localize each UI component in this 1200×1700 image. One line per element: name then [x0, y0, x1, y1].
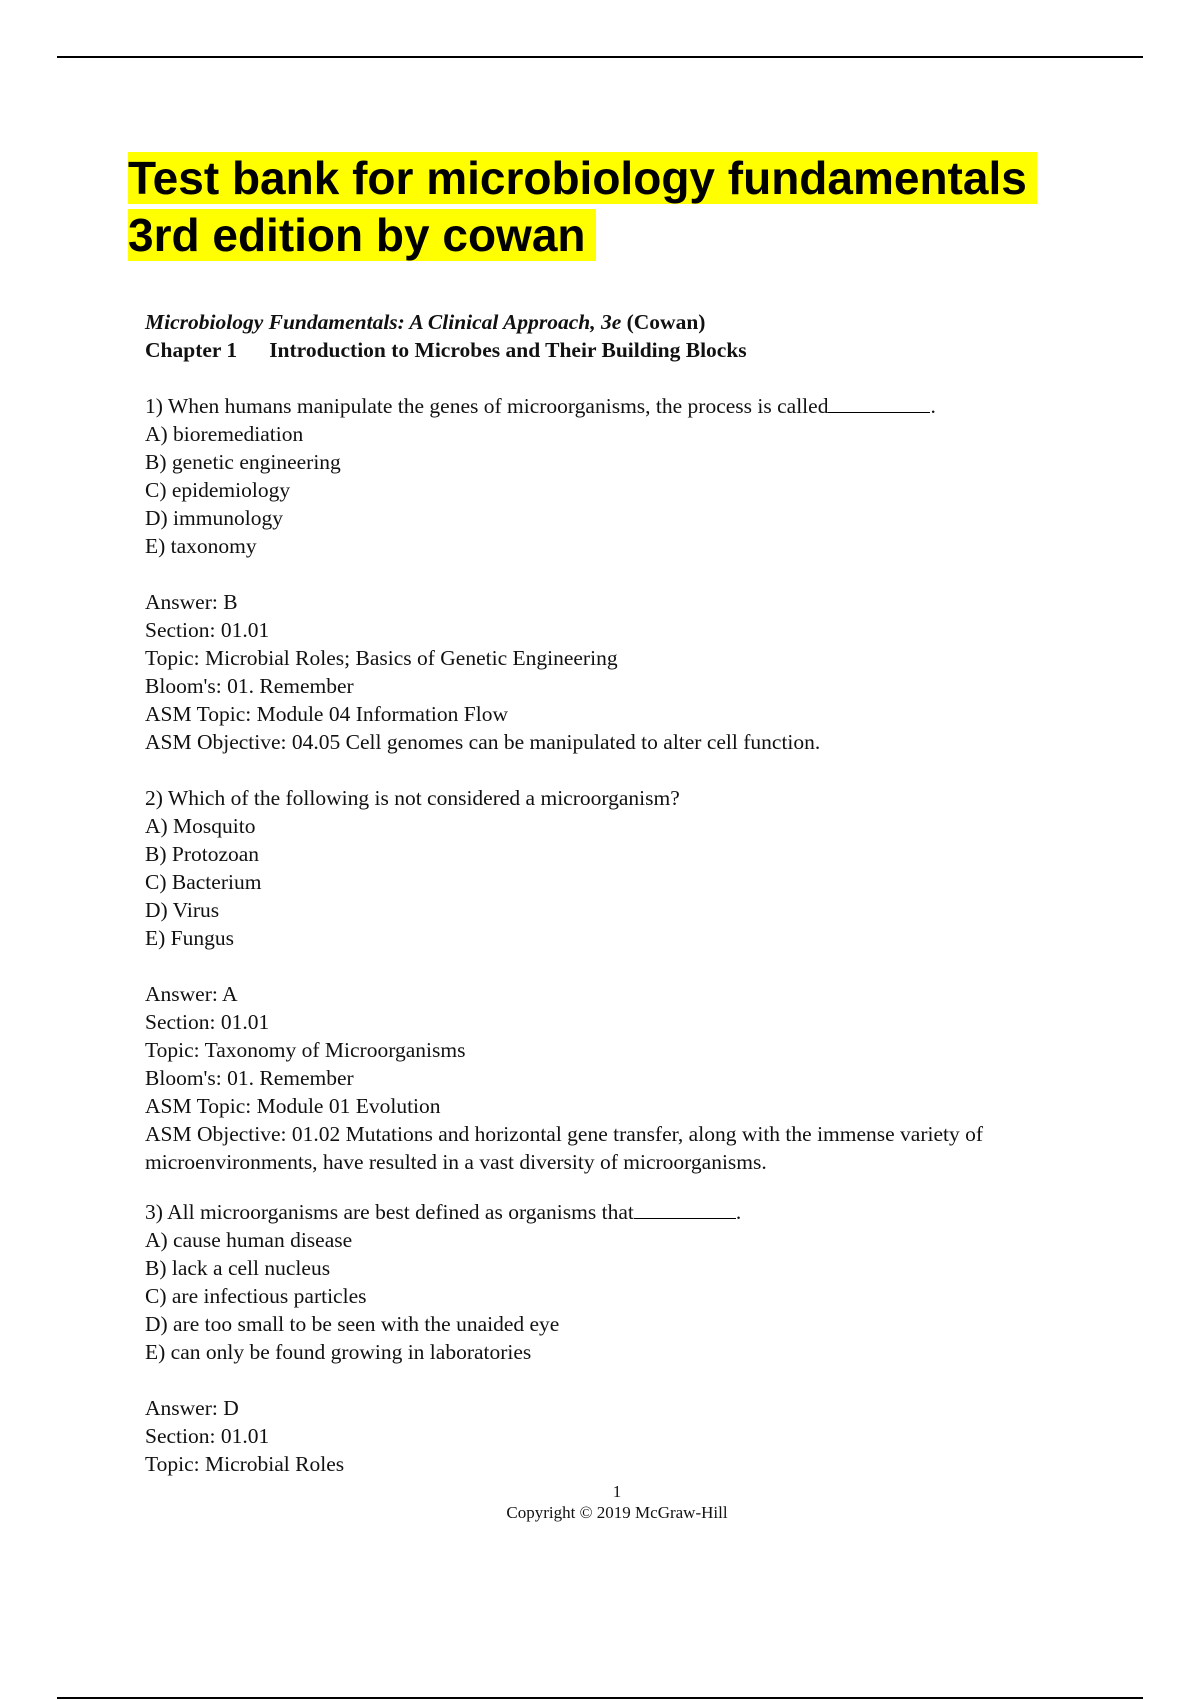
top-rule: [57, 56, 1143, 58]
question-2-blooms: Bloom's: 01. Remember: [145, 1066, 354, 1090]
question-1-asm-objective: ASM Objective: 04.05 Cell genomes can be manipulated to alter cell function.: [145, 730, 821, 754]
title-line-1: Test bank for microbiology fundamentals: [128, 152, 1037, 204]
question-3-option-c: C) are infectious particles: [145, 1284, 367, 1308]
page-number: 1: [612, 1482, 622, 1501]
question-2-option-b: B) Protozoan: [145, 842, 260, 866]
question-2-asm-topic: ASM Topic: Module 01 Evolution: [145, 1094, 441, 1118]
question-1-option-e: E) taxonomy: [145, 534, 257, 558]
question-2-option-c: C) Bacterium: [145, 870, 262, 894]
question-2-option-a: A) Mosquito: [145, 814, 256, 838]
book-header: [145, 308, 1105, 336]
answer-blank: [828, 396, 930, 413]
question-2-option-e: E) Fungus: [145, 926, 234, 950]
question-2-option-d: D) Virus: [145, 898, 220, 922]
bottom-rule: [57, 1697, 1143, 1699]
question-3-stem: 3) All microorganisms are best defined as organisms that .: [145, 1200, 742, 1224]
question-2-answer: Answer: A: [145, 982, 238, 1006]
title-line-2: 3rd edition by cowan: [128, 209, 596, 261]
question-1-option-c: C) epidemiology: [145, 478, 291, 502]
question-1-asm-topic: ASM Topic: Module 04 Information Flow: [145, 702, 508, 726]
question-1-option-b: B) genetic engineering: [145, 450, 341, 474]
book-title: Microbiology Fundamentals: A Clinical Approach, 3e: [145, 310, 622, 334]
chapter-title: Introduction to Microbes and Their Building Blocks: [269, 338, 747, 362]
question-3-option-b: B) lack a cell nucleus: [145, 1256, 331, 1280]
question-1-answer: Answer: B: [145, 590, 238, 614]
question-1-topic: Topic: Microbial Roles; Basics of Genetic Engineering: [145, 646, 618, 670]
question-1-section: Section: 01.01: [145, 618, 270, 642]
book-author: (Cowan): [626, 310, 706, 334]
document-title: [128, 150, 1088, 264]
question-3-section: Section: 01.01: [145, 1424, 270, 1448]
test-bank-content: [145, 308, 1105, 1478]
question-3-topic: Topic: Microbial Roles: [145, 1452, 345, 1476]
chapter-header: [145, 336, 1105, 364]
answer-blank: [634, 1202, 736, 1219]
question-2-section: Section: 01.01: [145, 1010, 270, 1034]
question-1-option-d: D) immunology: [145, 506, 283, 530]
question-3-option-d: D) are too small to be seen with the unaided eye: [145, 1312, 560, 1336]
question-2-asm-objective-line-2: microenvironments, have resulted in a vast diversity of microorganisms.: [145, 1150, 767, 1174]
question-3-option-a: A) cause human disease: [145, 1228, 353, 1252]
question-2-asm-objective-line-1: ASM Objective: 01.02 Mutations and horizontal gene transfer, along with the immense variety of: [145, 1122, 984, 1146]
chapter-label: Chapter 1: [145, 338, 238, 362]
question-2-stem: 2) Which of the following is not considered a microorganism?: [145, 786, 680, 810]
question-3-option-e: E) can only be found growing in laboratories: [145, 1340, 532, 1364]
question-1-blooms: Bloom's: 01. Remember: [145, 674, 354, 698]
question-2-topic: Topic: Taxonomy of Microorganisms: [145, 1038, 466, 1062]
question-1-stem: 1) When humans manipulate the genes of microorganisms, the process is called .: [145, 394, 936, 418]
question-3-answer: Answer: D: [145, 1396, 239, 1420]
copyright-notice: Copyright © 2019 McGraw-Hill: [506, 1503, 728, 1522]
question-1-option-a: A) bioremediation: [145, 422, 304, 446]
